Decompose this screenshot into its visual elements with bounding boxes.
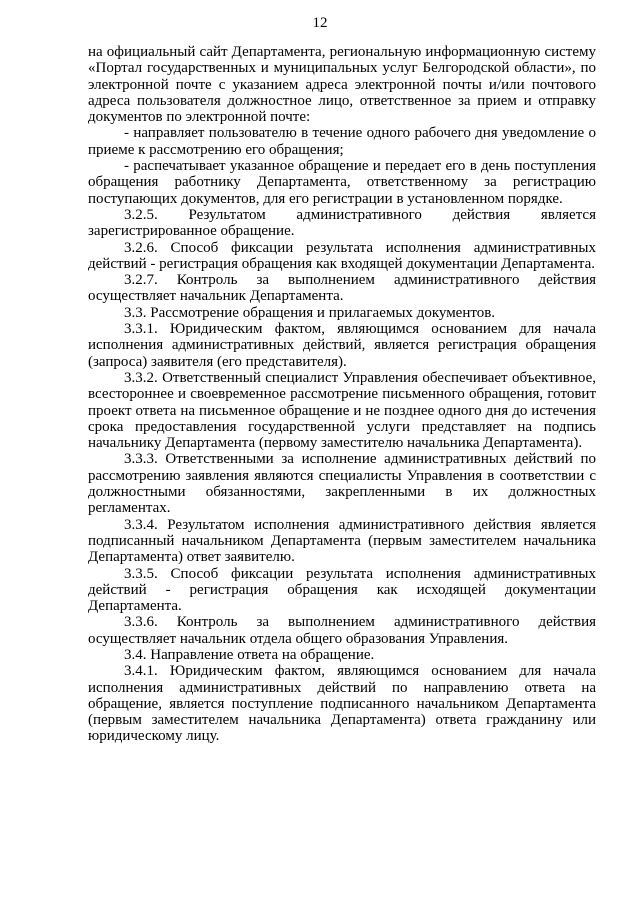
paragraph-3-3-2: 3.3.2. Ответственный специалист Управления обеспечивает объективное, всестороннее и своевременное рассмотрение письменного обращения, готовит проект ответа на письменное обращение и не позднее одного дня до истечения срока предоставления государственной услуги представляет на подпись начальнику Департамента (первому заместителю начальника Департамента). [88,369,596,452]
paragraph-3-4: 3.4. Направление ответа на обращение. [124,646,375,663]
paragraph-3-3-5: 3.3.5. Способ фиксации результата исполнения административных действий - регистрация обращения как исходящей документации Департамента. [88,565,596,615]
paragraph-print-and-transfer: - распечатывает указанное обращение и передает его в день поступления обращения работнику Департамента, ответственному за регистрацию поступающих документов, для его регистрации в установленном порядке. [88,158,596,207]
paragraph-notify-user: - направляет пользователю в течение одного рабочего дня уведомление о приеме к рассмотрению его обращения; [88,125,596,158]
paragraph-3-3-3: 3.3.3. Ответственными за исполнение административных действий по рассмотрению заявления являются специалисты Управления в соответствии с должностными обязанностями, закрепленными в их должностных регламентах. [88,451,596,517]
paragraph-3-3: 3.3. Рассмотрение обращения и прилагаемых документов. [124,304,496,321]
document-body [88,44,596,745]
paragraph-3-3-1: 3.3.1. Юридическим фактом, являющимся основанием для начала исполнения административных действий, является регистрация обращения (запроса) заявителя (его представителя). [88,321,596,370]
paragraph-3-4-1: 3.4.1. Юридическим фактом, являющимся основанием для начала исполнения административных действий по направлению ответа на обращение, является поступление подписанного начальником Департамента (первым заместителем начальника Департамента) ответа гражданину или юридическому лицу. [88,663,596,745]
paragraph-3-3-6: 3.3.6. Контроль за выполнением административного действия осуществляет начальник отдела общего образования Управления. [88,614,596,647]
page-number: 12 [312,15,328,31]
paragraph-3-3-4: 3.3.4. Результатом исполнения административного действия является подписанный начальником Департамента (первым заместителем начальника Департамента) ответ заявителю. [88,516,596,566]
paragraph-continuation: на официальный сайт Департамента, региональную информационную систему «Портал государственных и муниципальных услуг Белгородской области», по электронной почте с указанием адреса электронной почты и/или почтового адреса пользователя должностное лицо, ответственное за прием и отправку документов по электронной почте: [88,44,596,126]
paragraph-3-2-6: 3.2.6. Способ фиксации результата исполнения административных действий - регистрация обращения как входящей документации Департамента. [88,239,596,272]
paragraph-3-2-5: 3.2.5. Результатом административного действия является зарегистрированное обращение. [88,206,596,240]
paragraph-3-2-7: 3.2.7. Контроль за выполнением административного действия осуществляет начальник Департамента. [88,272,596,305]
